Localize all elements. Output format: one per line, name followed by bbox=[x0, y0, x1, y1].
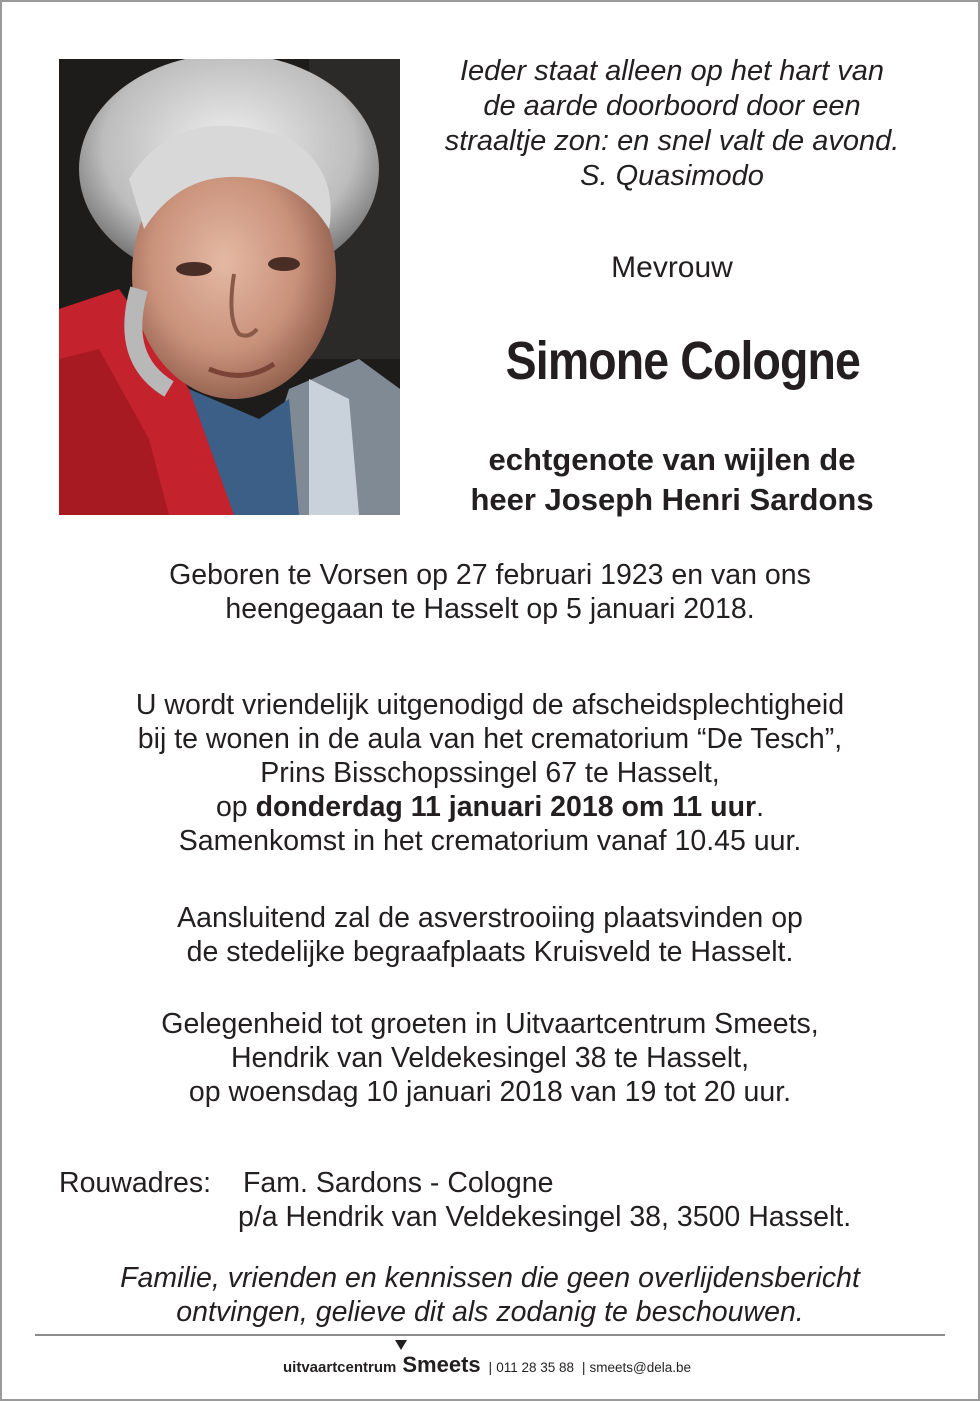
quote-line: straaltje zon: en snel valt de avond. bbox=[444, 125, 900, 157]
ceremony-line: Samenkomst in het crematorium vanaf 10.45 uur. bbox=[178, 825, 802, 857]
closing-note bbox=[0, 1261, 980, 1329]
footer-separator: | bbox=[581, 1359, 586, 1375]
closing-line: ontvingen, gelieve dit als zodanig te beschouwen. bbox=[176, 1296, 804, 1328]
footer bbox=[283, 1352, 691, 1378]
ceremony-suffix: . bbox=[756, 791, 765, 823]
visitation-line: Gelegenheid tot groeten in Uitvaartcentrum Smeets, bbox=[161, 1008, 819, 1040]
quote-line: de aarde doorboord door een bbox=[483, 90, 861, 122]
footer-separator: | bbox=[488, 1359, 493, 1375]
spouse-info bbox=[412, 440, 932, 520]
brand-prefix: uitvaartcentrum bbox=[283, 1359, 397, 1376]
ceremony-datetime-line bbox=[0, 790, 980, 824]
triangle-marker-icon bbox=[395, 1340, 407, 1350]
birth-death-line: Geboren te Vorsen op 27 februari 1923 en van ons bbox=[169, 559, 811, 591]
birth-death-block bbox=[0, 558, 980, 626]
footer-phone: 011 28 35 88 bbox=[496, 1360, 575, 1375]
ceremony-block bbox=[0, 688, 980, 858]
spouse-line: heer Joseph Henri Sardons bbox=[470, 482, 874, 517]
quote-line: Ieder staat alleen op het hart van bbox=[459, 55, 884, 87]
quote-author: S. Quasimodo bbox=[580, 160, 764, 192]
mourning-address-line: Fam. Sardons - Cologne bbox=[243, 1167, 554, 1199]
scattering-line: de stedelijke begraafplaats Kruisveld te Hasselt. bbox=[186, 936, 794, 968]
visitation-line: op woensdag 10 januari 2018 van 19 tot 20 uur. bbox=[188, 1076, 792, 1108]
closing-line: Familie, vrienden en kennissen die geen overlijdensbericht bbox=[120, 1262, 860, 1294]
mourning-address-label: Rouwadres: bbox=[59, 1167, 212, 1199]
ceremony-prefix: op bbox=[215, 791, 256, 823]
footer-divider bbox=[35, 1334, 945, 1336]
scattering-line: Aansluitend zal de asverstrooiing plaatsvinden op bbox=[177, 902, 803, 934]
deceased-name: Simone Cologne bbox=[505, 331, 860, 391]
mourning-address-line: p/a Hendrik van Veldekesingel 38, 3500 Hasselt. bbox=[238, 1201, 852, 1233]
visitation-line: Hendrik van Veldekesingel 38 te Hasselt, bbox=[230, 1042, 750, 1074]
birth-death-line: heengegaan te Hasselt op 5 januari 2018. bbox=[225, 593, 755, 625]
ceremony-line: Prins Bisschopssingel 67 te Hasselt, bbox=[260, 757, 720, 789]
ceremony-line: bij te wonen in de aula van het crematorium “De Tesch”, bbox=[137, 723, 843, 755]
footer-email: smeets@dela.be bbox=[589, 1360, 692, 1375]
portrait-photo bbox=[59, 59, 400, 515]
scattering-block bbox=[0, 901, 980, 969]
ceremony-datetime: donderdag 11 januari 2018 om 11 uur bbox=[255, 791, 757, 823]
ceremony-line: U wordt vriendelijk uitgenodigd de afscheidsplechtigheid bbox=[135, 689, 845, 721]
visitation-block bbox=[0, 1007, 980, 1109]
brand-name: Smeets bbox=[402, 1352, 481, 1377]
salutation: Mevrouw bbox=[611, 251, 733, 284]
spouse-line: echtgenote van wijlen de bbox=[488, 442, 856, 477]
quote bbox=[412, 54, 932, 194]
